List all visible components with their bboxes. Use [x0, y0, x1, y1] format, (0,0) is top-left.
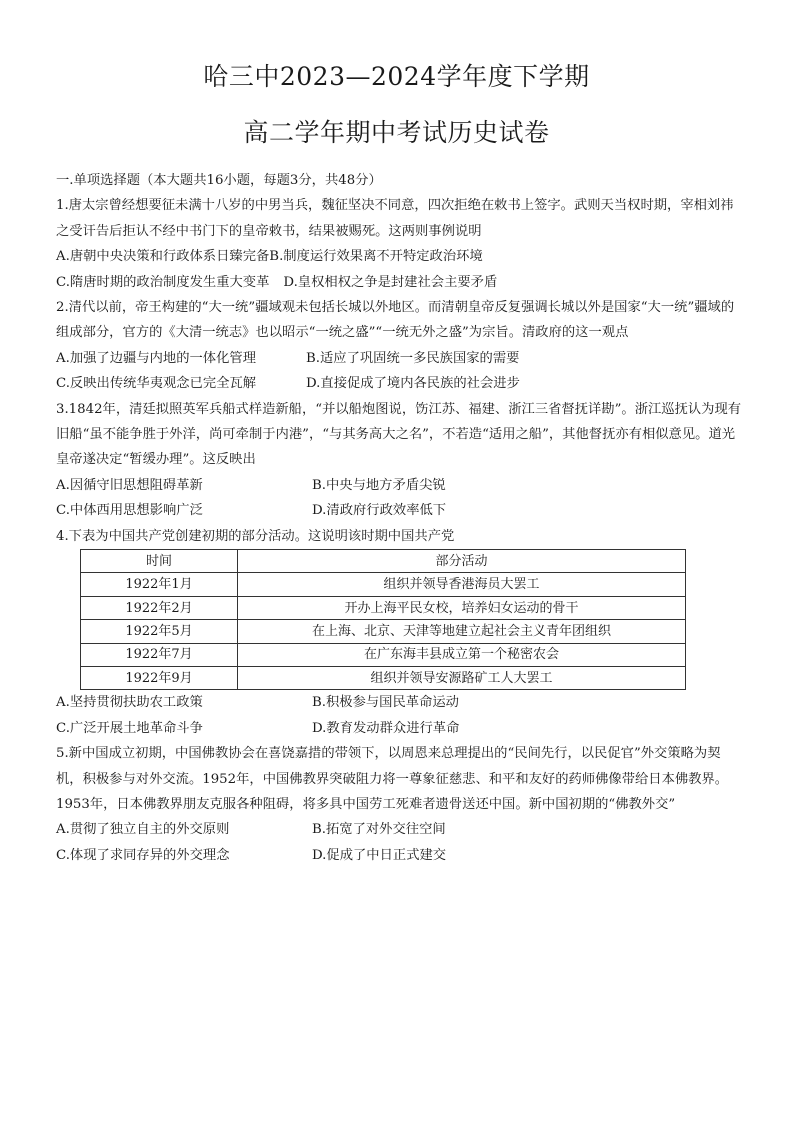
question-4-option-b: B.积极参与国民革命运动	[312, 695, 459, 711]
question-3-stem: 3.1842年，清廷拟照英军兵船式样造新船，“并以船炮图说，饬江苏、福建、浙江三省督抚详勘”。浙江巡抚认为现有旧船“虽不能争胜于外洋，尚可牵制于内港”，“与其务高大之名”，不若造“适用之船”，其他督抚亦有相似意见。道光皇帝遂决定“暂缓办理”。这反映出	[56, 401, 742, 468]
question-5-option-d: D.促成了中日正式建交	[312, 847, 447, 863]
question-2-options-row-2	[56, 371, 746, 396]
table-header-activity: 部分活动	[238, 550, 686, 573]
table-cell-time: 1922年5月	[81, 620, 238, 643]
table-row	[81, 620, 686, 643]
table-row	[81, 573, 686, 596]
question-5-options-row-2	[56, 843, 746, 868]
question-4-option-d: D.教育发动群众进行革命	[312, 720, 460, 736]
question-4-options-row-1	[56, 690, 746, 715]
question-3-options-row-2	[56, 498, 746, 523]
table-cell-time: 1922年2月	[81, 596, 238, 619]
question-1-option-c: C.隋唐时期的政治制度发生重大变革	[56, 274, 270, 290]
question-3-option-a: A.因循守旧思想阻碍革新	[56, 477, 203, 493]
question-3-option-d: D.清政府行政效率低下	[312, 503, 447, 519]
question-1-option-b: B.制度运行效果离不开特定政治环境	[269, 249, 483, 265]
question-3-options-row-1	[56, 473, 746, 498]
exam-title-line1: 哈三中2023—2024学年度下学期	[203, 62, 590, 91]
table-cell-activity: 开办上海平民女校，培养妇女运动的骨干	[238, 596, 686, 619]
question-2-option-d: D.直接促成了境内各民族的社会进步	[306, 376, 520, 392]
table-header-time: 时间	[81, 550, 238, 573]
question-5-stem: 5.新中国成立初期，中国佛教协会在喜饶嘉措的带领下，以周恩来总理提出的“民间先行，以民促官”外交策略为契机，积极参与对外交流。1952年，中国佛教界突破阻力将一尊象征慈悲、和平和友好的药师佛像带给日本佛教界。1953年，日本佛教界朋友克服各种阻碍，将多具中国劳工死难者遗骨送还中国。新中国初期的“佛教外交”	[56, 746, 729, 813]
table-cell-activity: 在广东海丰县成立第一个秘密农会	[238, 643, 686, 666]
table-cell-activity: 在上海、北京、天津等地建立起社会主义青年团组织	[238, 620, 686, 643]
question-5-option-b: B.拓宽了对外交往空间	[312, 822, 446, 838]
table-cell-time: 1922年7月	[81, 643, 238, 666]
question-1-options-row-2	[56, 270, 746, 295]
table-cell-activity: 组织并领导香港海员大罢工	[238, 573, 686, 596]
question-2-options-row-1	[56, 346, 746, 371]
question-5-options-row-1	[56, 817, 746, 842]
table-row	[81, 667, 686, 690]
table-cell-activity: 组织并领导安源路矿工人大罢工	[238, 667, 686, 690]
exam-content	[56, 168, 746, 868]
question-3-option-c: C.中体西用思想影响广泛	[56, 503, 203, 519]
question-4-option-a: A.坚持贯彻扶助农工政策	[56, 695, 203, 711]
question-2-stem: 2.清代以前，帝王构建的“大一统”疆域观未包括长城以外地区。而清朝皇帝反复强调长城以外是国家“大一统”疆域的组成部分，官方的《大清一统志》也以昭示“一统之盛”“一统无外之盛”为宗旨。清政府的这一观点	[56, 300, 735, 341]
question-5-option-a: A.贯彻了独立自主的外交原则	[56, 822, 230, 838]
activities-table	[80, 549, 686, 690]
question-1-option-a: A.唐朝中央决策和行政体系日臻完备	[56, 249, 270, 265]
question-4-options-row-2	[56, 716, 746, 741]
table-row	[81, 643, 686, 666]
question-1-stem: 1.唐太宗曾经想要征未满十八岁的中男当兵，魏征坚决不同意，四次拒绝在敕书上签字。武则天当权时期，宰相刘祎之受讦告后拒认不经中书门下的皇帝敕书，结果被赐死。这两则事例说明	[56, 198, 734, 239]
table-cell-time: 1922年9月	[81, 667, 238, 690]
question-4-stem: 4.下表为中国共产党创建初期的部分活动。这说明该时期中国共产党	[56, 528, 455, 544]
question-3-option-b: B.中央与地方矛盾尖锐	[312, 477, 446, 493]
question-2-option-c: C.反映出传统华夷观念已完全瓦解	[56, 376, 257, 392]
question-2-option-a: A.加强了边疆与内地的一体化管理	[56, 350, 256, 366]
question-1-option-d: D.皇权相权之争是封建社会主要矛盾	[283, 274, 498, 290]
question-5-option-c: C.体现了求同存异的外交理念	[56, 847, 230, 863]
section-heading: 一.单项选择题（本大题共16小题，每题3分，共48分）	[56, 173, 382, 188]
table-cell-time: 1922年1月	[81, 573, 238, 596]
question-1-options-row-1	[56, 244, 746, 269]
question-4-option-c: C.广泛开展土地革命斗争	[56, 720, 203, 736]
question-2-option-b: B.适应了巩固统一多民族国家的需要	[306, 350, 520, 366]
table-row	[81, 596, 686, 619]
exam-title-line2: 高二学年期中考试历史试卷	[243, 118, 550, 147]
table-header-row	[81, 550, 686, 573]
